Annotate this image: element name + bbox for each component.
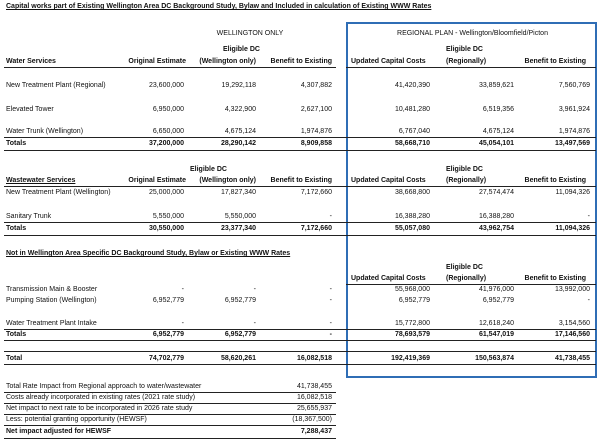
col-wellington-only: (Wellington only) bbox=[199, 58, 256, 65]
col-eligible-dc: Eligible DC bbox=[223, 46, 260, 53]
col-original-estimate: Original Estimate bbox=[128, 58, 186, 65]
wastewater-services-heading: Wastewater Services bbox=[6, 177, 76, 184]
col-eligible-dc-regional: Eligible DC bbox=[446, 46, 483, 53]
col-regionally: (Regionally) bbox=[446, 58, 487, 65]
col-benefit-to-existing: Benefit to Existing bbox=[270, 58, 332, 65]
col-updated-capital-costs: Updated Capital Costs bbox=[351, 58, 426, 65]
not-in-heading: Not in Wellington Area Specific DC Background Study, Bylaw or Existing WWW Rates bbox=[6, 250, 291, 257]
header-regional-plan: REGIONAL PLAN - Wellington/Bloomfield/Picton bbox=[397, 30, 548, 37]
water-services-heading: Water Services bbox=[6, 58, 56, 65]
col-benefit-to-existing-regional: Benefit to Existing bbox=[524, 58, 586, 65]
col-eligible-dc-ww-regional: Eligible DC bbox=[446, 166, 483, 173]
col-eligible-dc-ww: Eligible DC bbox=[190, 166, 227, 173]
page-title: Capital works part of Existing Wellington Area DC Background Study, Bylaw and Included in calculation of Existing WWW Rates bbox=[6, 3, 432, 10]
header-wellington-only: WELLINGTON ONLY bbox=[216, 30, 284, 37]
